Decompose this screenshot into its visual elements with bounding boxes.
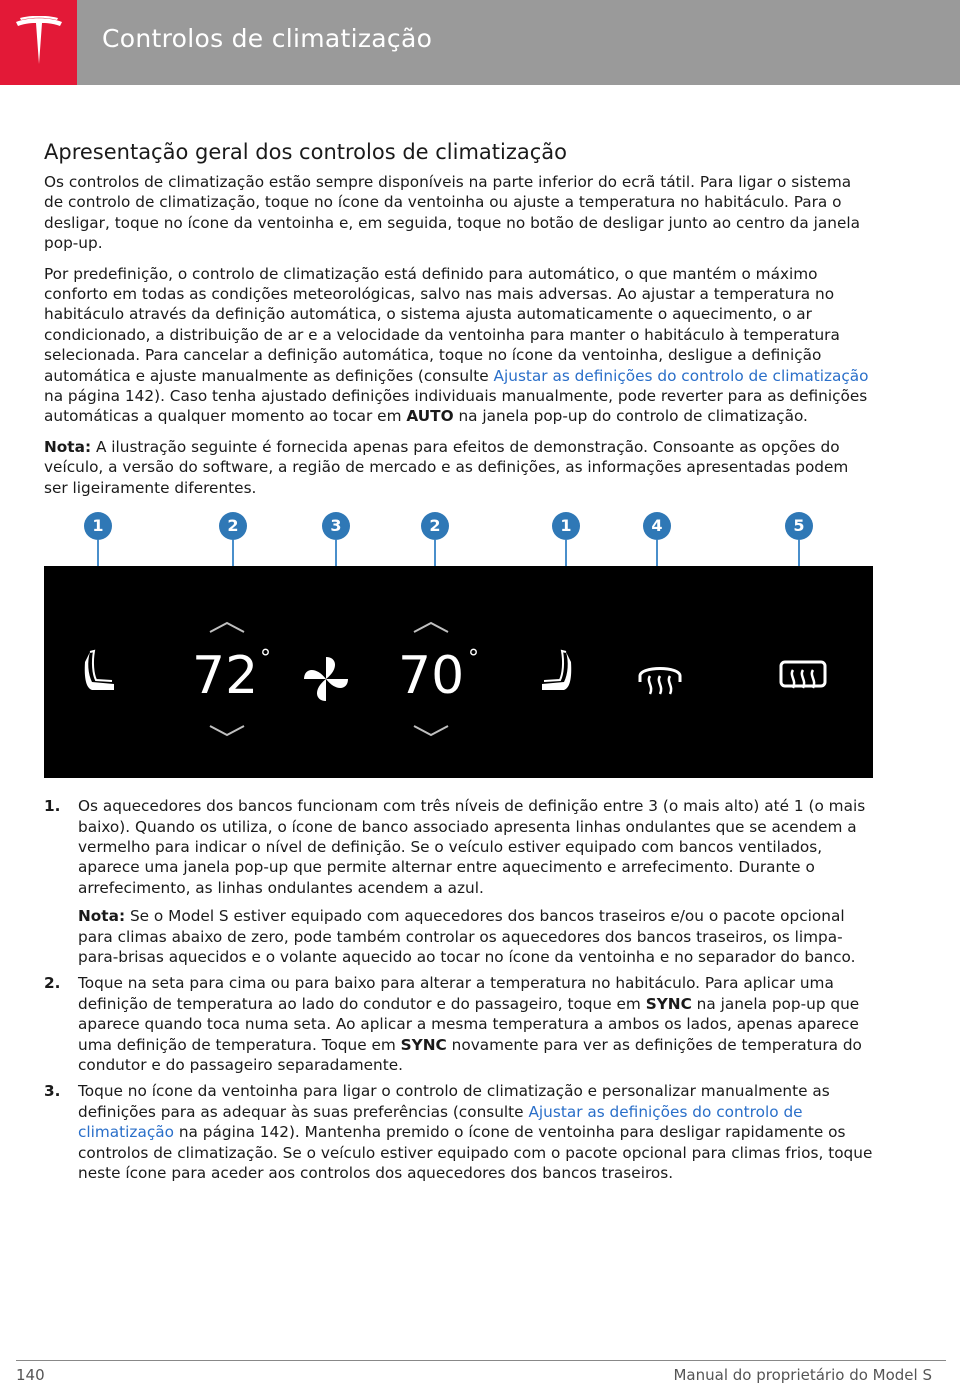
callout-number: 2 <box>219 512 247 540</box>
callout-number: 2 <box>421 512 449 540</box>
item-text-a: Toque na seta para cima ou para baixo para alterar a temperatura no habitáculo. Para aplicar uma definição de temperatura ao lado do condutor e do passageiro, toque em <box>78 974 834 1013</box>
list-item <box>44 1081 874 1183</box>
tesla-logo-icon <box>14 16 64 68</box>
link-adjust-settings[interactable]: Ajustar as definições do controlo de climatização <box>493 366 869 385</box>
rear-defrost-icon[interactable] <box>778 658 828 698</box>
chevron-up-icon[interactable] <box>411 620 451 634</box>
callout-number: 3 <box>322 512 350 540</box>
callout-number: 1 <box>84 512 112 540</box>
right-temperature <box>398 646 464 706</box>
intro-paragraph: Os controlos de climatização estão sempre disponíveis na parte inferior do ecrã tátil. Para ligar o sistema de controlo de climatização, toque no ícone da ventoinha ou ajuste a temperatura no habitáculo. Para o desligar, toque no ícone da ventoinha e, em seguida, toque no botão de desligar junto ao centro da janela pop-up. <box>44 173 860 253</box>
item-text-b: na página 142). Mantenha premido o ícone de ventoinha para desligar rapidamente os controlos de climatização. Se o veículo estiver equipado com o pacote opcional para climas frios, toque neste ícone para aceder aos controlos dos aquecedores dos bancos traseiros. <box>78 1123 873 1182</box>
item-text-a: Toque no ícone da ventoinha para ligar o controlo de climatização e personalizar manualmente as definições para as adequar às suas preferências (consulte <box>78 1082 830 1121</box>
link-adjust-settings[interactable]: Ajustar as definições do controlo de climatização <box>78 1102 803 1142</box>
item-note <box>78 906 874 967</box>
right-degree: ° <box>468 646 479 672</box>
chevron-down-icon[interactable] <box>207 724 247 738</box>
left-temperature <box>192 646 258 706</box>
item-text: Os aquecedores dos bancos funcionam com três níveis de definição entre 3 (o mais alto) até 1 (o mais baixo). Quando os utiliza, o ícone de banco associado apresenta linhas ondulantes que se acendem a vermelho para indicar o nível de definição. Se o veículo estiver equipado com bancos ventilados, aparece uma janela pop-up que permite alternar entre aquecimento e arrefecimento. Durante o arrefecimento, as linhas ondulantes acendem a azul. <box>78 797 866 897</box>
fan-icon[interactable] <box>301 654 351 704</box>
page-number: 140 <box>16 1366 45 1384</box>
left-seat-heater-icon[interactable] <box>84 648 120 694</box>
item-number: 3. <box>44 1082 61 1101</box>
note-label: Nota: <box>44 437 92 456</box>
item-number: 2. <box>44 974 61 993</box>
footer-title: Manual do proprietário do Model S <box>673 1366 932 1384</box>
chevron-up-icon[interactable] <box>207 620 247 634</box>
right-temp-value: 70 <box>398 646 465 707</box>
list-item <box>44 796 874 967</box>
callout-number: 4 <box>643 512 671 540</box>
tesla-logo <box>0 0 77 85</box>
footer-divider <box>16 1360 946 1361</box>
left-temp-value: 72 <box>192 646 259 707</box>
callout-number: 5 <box>785 512 813 540</box>
note-text: Se o Model S estiver equipado com aquecedores dos bancos traseiros e/ou o pacote opcional para climas abaixo de zero, pode também controlar os aquecedores dos bancos traseiros, os limpa-para-brisas aquecidos e o volante aquecido ao tocar no ícone da ventoinha e no separador do banco. <box>78 907 856 966</box>
sync-keyword: SYNC <box>645 994 692 1013</box>
auto-text-a: Por predefinição, o controlo de climatização está definido para automático, o que mantém o máximo conforto em todas as condições meteorológicas, salvo nas mais adversas. Ao ajustar a temperatura no habitáculo através da definição automática, o sistema ajusta automaticamente o aquecimento, o ar condicionado, a distribuição de ar e a velocidade da ventoinha para manter o habitáculo à temperatura selecionada. Para cancelar a definição automática, toque no ícone da ventoinha, desligue a definição automática e ajuste manualmente as definições (consulte <box>44 264 840 385</box>
right-seat-heater-icon[interactable] <box>536 648 572 694</box>
note-label: Nota: <box>78 907 126 926</box>
page-header <box>0 0 960 85</box>
climate-control-bar <box>44 566 873 778</box>
note-text: A ilustração seguinte é fornecida apenas para efeitos de demonstração. Consoante as opções do veículo, a versão do software, a região de mercado e as definições, as informações apresentadas podem ser ligeiramente diferentes. <box>44 437 849 497</box>
section-title: Apresentação geral dos controlos de climatização <box>44 140 568 164</box>
chevron-down-icon[interactable] <box>411 724 451 738</box>
auto-keyword: AUTO <box>406 407 454 426</box>
left-degree: ° <box>260 646 271 672</box>
sync-keyword: SYNC <box>400 1035 447 1054</box>
item-number: 1. <box>44 797 61 816</box>
page-title: Controlos de climatização <box>102 24 433 53</box>
note-paragraph <box>44 437 874 498</box>
auto-paragraph <box>44 264 874 427</box>
climate-controls-figure <box>44 512 874 782</box>
main-content <box>44 140 874 1189</box>
item-text-b: na janela pop-up que aparece quando toca numa seta. Ao aplicar a mesma temperatura a ambos os lados, apenas aparece uma definição de temperatura. Toque em <box>78 994 860 1054</box>
item-text-c: novamente para ver as definições de temperatura do condutor e do passageiro separadamente. <box>78 1035 862 1074</box>
front-defrost-icon[interactable] <box>636 658 684 698</box>
list-item <box>44 973 874 1075</box>
auto-text-c: na janela pop-up do controlo de climatização. <box>453 407 808 426</box>
numbered-list <box>44 796 874 1183</box>
callout-number: 1 <box>552 512 580 540</box>
auto-text-b: na página 142). Caso tenha ajustado definições individuais manualmente, pode reverter para as definições automáticas a qualquer momento ao tocar em <box>44 387 868 426</box>
